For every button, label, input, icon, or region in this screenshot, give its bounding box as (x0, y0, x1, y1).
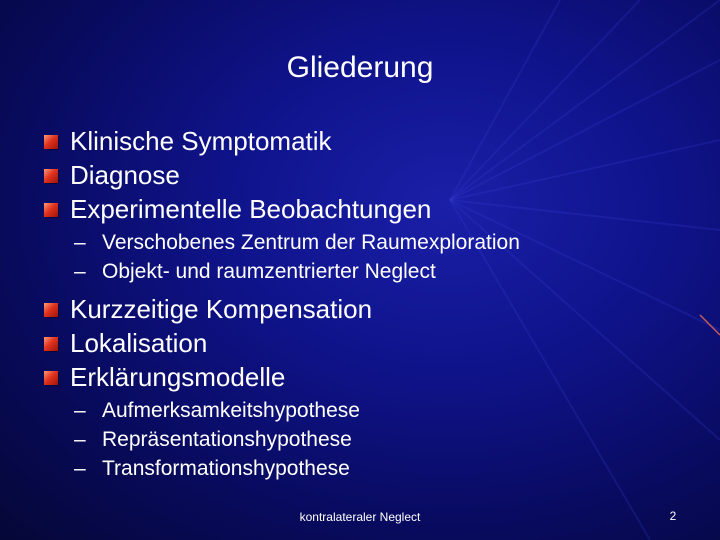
dash-bullet: – (74, 428, 86, 451)
dash-bullet: – (74, 457, 86, 480)
slide-number: 2 (669, 509, 677, 523)
sublist (44, 396, 704, 483)
list-item (44, 124, 704, 158)
square-bullet-icon (44, 135, 58, 149)
sublist-item-text: Transformationshypothese (102, 457, 350, 480)
sublist-item (74, 257, 704, 286)
list-item-text: Lokalisation (70, 328, 208, 358)
square-bullet-icon (44, 337, 58, 351)
list-item-text: Diagnose (70, 160, 180, 190)
sublist-item (74, 425, 704, 454)
list-item-text: Kurzzeitige Kompensation (70, 294, 373, 324)
square-bullet-icon (44, 203, 58, 217)
sublist-item (74, 396, 704, 425)
dash-bullet: – (74, 231, 86, 254)
square-bullet-icon (44, 169, 58, 183)
outline-list (44, 124, 704, 489)
dash-bullet: – (74, 260, 86, 283)
sublist-item-text: Verschobenes Zentrum der Raumexploration (102, 231, 520, 254)
slide-footer: kontralateraler Neglect (299, 510, 421, 524)
list-item (44, 158, 704, 192)
slide-title: Gliederung (286, 51, 434, 84)
list-item (44, 360, 704, 394)
sublist-item-text: Repräsentationshypothese (102, 428, 352, 451)
list-item (44, 192, 704, 226)
dash-bullet: – (74, 399, 86, 422)
sublist-item (74, 454, 704, 483)
sublist-item-text: Objekt- und raumzentrierter Neglect (102, 260, 436, 283)
list-item (44, 292, 704, 326)
square-bullet-icon (44, 303, 58, 317)
sublist-item-text: Aufmerksamkeitshypothese (102, 399, 360, 422)
square-bullet-icon (44, 371, 58, 385)
sublist-item (74, 228, 704, 257)
list-item-text: Erklärungsmodelle (70, 362, 286, 392)
sublist (44, 228, 704, 286)
list-item (44, 326, 704, 360)
list-item-text: Experimentelle Beobachtungen (70, 194, 432, 224)
list-item-text: Klinische Symptomatik (70, 126, 332, 156)
